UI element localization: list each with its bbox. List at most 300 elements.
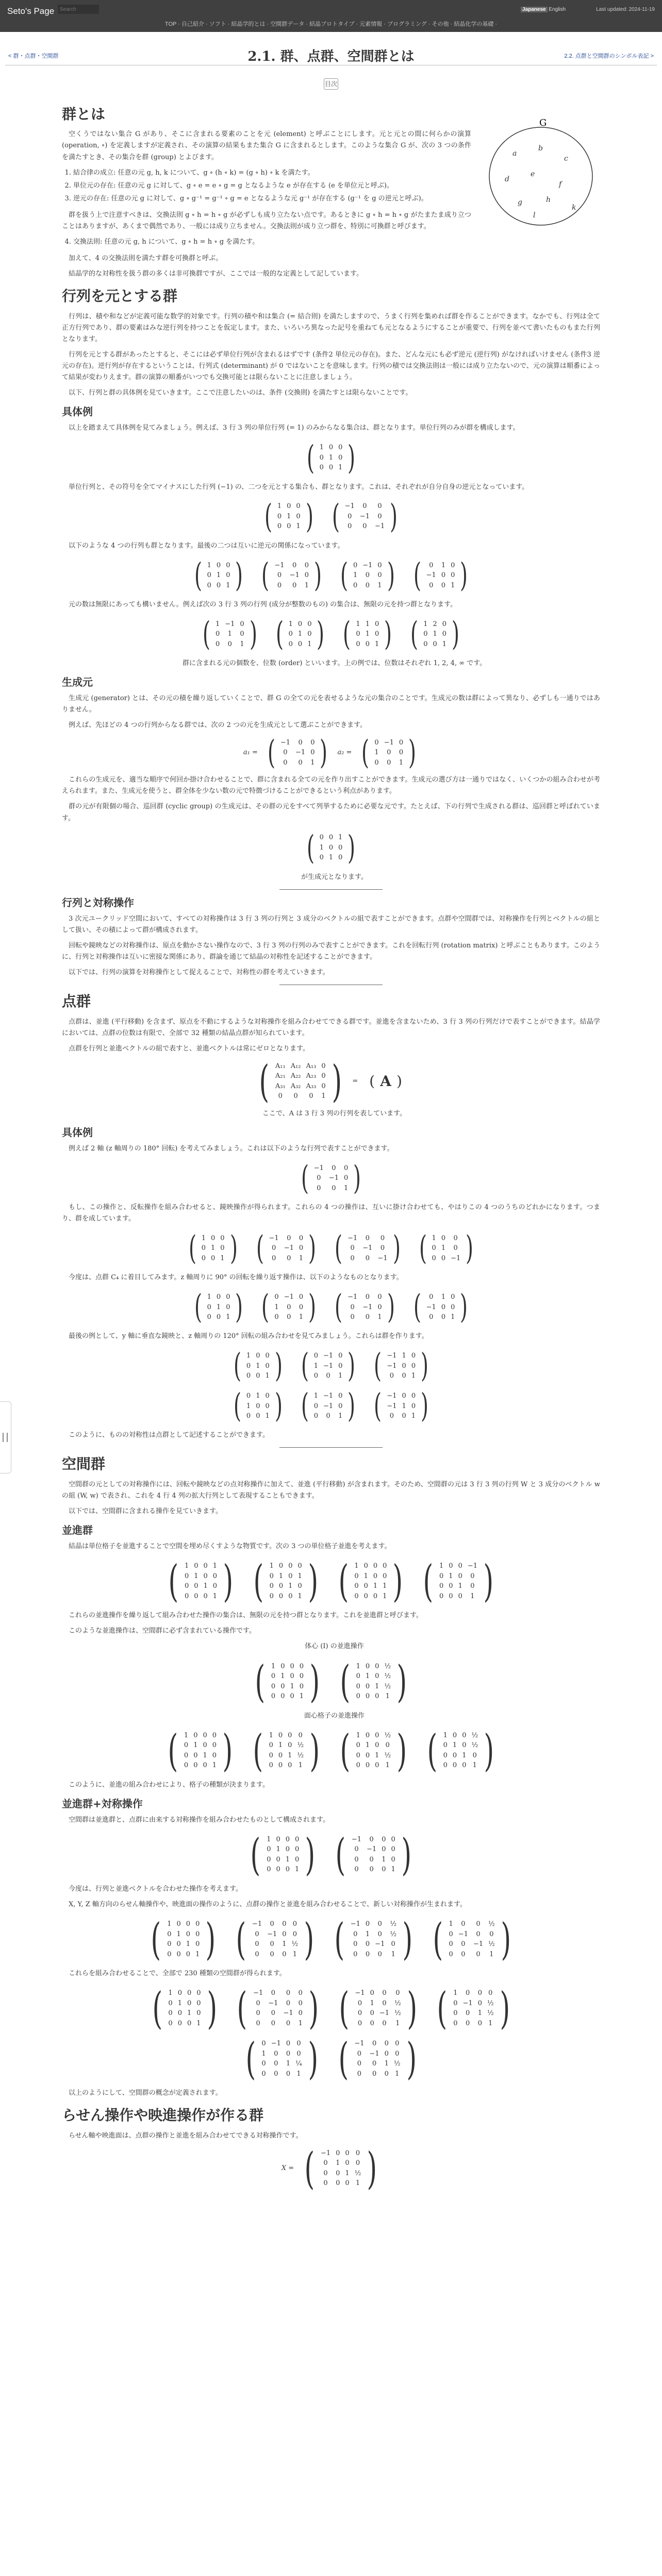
matrix-cell: 0	[338, 843, 343, 852]
matrix-cell: 0	[255, 1930, 259, 1938]
site-header	[0, 0, 662, 32]
matrix-cell: 0	[363, 1562, 368, 1570]
matrix-cell: 1	[307, 640, 312, 648]
matrix-cell: 0	[288, 1592, 293, 1600]
matrix-cell: 0	[338, 1392, 343, 1400]
matrix-cell: −1	[313, 1164, 324, 1172]
matrix-cell: 0	[443, 1761, 448, 1770]
matrix-cell: 0	[377, 512, 382, 520]
matrix-cell: 0	[285, 1845, 290, 1854]
matrix-cell: A₃₂	[290, 1082, 301, 1090]
matrix-cell: 0	[278, 1582, 284, 1590]
matrix-cell: 0	[184, 1572, 189, 1580]
matrix-cell: ½	[384, 1672, 391, 1681]
matrix-cell: 0	[292, 581, 297, 589]
matrix-cell: 0	[441, 1254, 446, 1262]
matrix-cell: 1	[373, 1582, 378, 1590]
matrix-cell: 0	[399, 738, 404, 747]
matrix-cell: 1	[353, 571, 358, 579]
matrix-cell: 0	[377, 1950, 382, 1958]
matrix-cell: 0	[449, 1562, 453, 1570]
breadcrumb[interactable]: < 群・点群・空間群	[8, 53, 59, 59]
matrix-bracket: (	[233, 1347, 241, 1385]
matrix-bracket: (	[264, 497, 272, 536]
site-title[interactable]: Seto's Page	[7, 6, 55, 16]
matrix-cell: ½	[471, 1731, 478, 1739]
matrix-cell: 0	[323, 2159, 328, 2167]
matrix-cell: 0	[350, 1244, 355, 1252]
matrix-cell: 0	[207, 1303, 211, 1311]
caption: 面心格子の並進操作	[304, 1711, 365, 1720]
matrix-cell: 0	[194, 1592, 198, 1600]
matrix	[259, 556, 324, 595]
matrix	[304, 828, 358, 867]
matrix-cell: 0	[212, 1731, 217, 1739]
matrix-cell: 0	[382, 1999, 387, 2007]
matrix-bracket: )	[452, 615, 460, 653]
matrix	[335, 1556, 407, 1607]
matrix-cell: 0	[298, 1989, 303, 1997]
matrix	[417, 1229, 476, 1268]
matrix-bracket: (	[151, 1914, 161, 1964]
matrix	[329, 497, 400, 536]
matrix-bracket: )	[407, 1983, 417, 2034]
paragraph: 回転や鏡映などの対称操作は、原点を動かさない操作なので、3 行 3 列の行列のみで表すことができます。これを回転行列 (rotation matrix) と呼ぶこともあります。このように、行列と対称操作は互いに密接な関係にあり、群論を通じて結晶の対称性を記述することができます。	[62, 941, 600, 961]
paragraph: このように、ものの対称性は点群として記述することができます。	[69, 1431, 269, 1439]
matrix-cell: 0	[271, 2009, 275, 2018]
matrix-bracket: (	[335, 1288, 343, 1327]
matrix-cell: −1	[387, 1362, 397, 1370]
matrix-cell: 0	[344, 1164, 349, 1172]
matrix-cell: 0	[287, 1234, 291, 1242]
matrix-cell: 0	[470, 1572, 475, 1580]
matrix-cell: ½	[384, 1751, 391, 1759]
matrix-cell: −1	[387, 1402, 397, 1410]
matrix-bracket: (	[437, 1983, 448, 2034]
matrix-cell: 0	[193, 1731, 198, 1739]
matrix	[250, 1725, 323, 1776]
matrix-bracket: )	[305, 1829, 316, 1880]
matrix-cell: 0	[399, 749, 404, 757]
matrix-bracket: )	[249, 615, 257, 653]
list-item: 2. 単位元の存在: 任意の元 g に対して、g ∘ e = e ∘ g = g となるような e が存在する (e を単位元と呼ぶ)。	[73, 180, 471, 192]
matrix	[254, 1229, 319, 1268]
top-nav[interactable]: TOP · 自己紹介 · ソフト · 結晶学的とは · 空間群データ · 結晶プロトタイプ · 元素情報 · プログラミング · その他 · 結晶化学の基礎 ·	[164, 21, 498, 27]
paragraph: 空間群は並進群と、点群に由来する対称操作を組み合わせたものとして構成されます。	[69, 1816, 329, 1824]
matrix-cell: 1	[374, 640, 379, 648]
matrix-cell: ½	[487, 2009, 494, 2018]
matrix-cell: 0	[269, 1741, 273, 1750]
matrix-cell: 0	[462, 1741, 467, 1750]
matrix-cell: 0	[201, 1244, 206, 1252]
section-heading: 具体例	[62, 405, 93, 418]
matrix	[299, 1347, 358, 1385]
matrix-cell: 0	[453, 1244, 458, 1252]
matrix-cell: 0	[283, 749, 288, 757]
matrix-row	[62, 2033, 600, 2084]
search-input[interactable]	[58, 5, 99, 14]
matrix-cell: 1	[439, 1562, 444, 1570]
matrix-cell: 1	[207, 1293, 211, 1301]
section-heading: 並進群	[62, 1524, 93, 1537]
matrix-bracket: (	[301, 1159, 309, 1198]
matrix-cell: 0	[168, 1999, 173, 2007]
matrix-cell: 0	[276, 1835, 280, 1843]
matrix	[332, 1229, 403, 1268]
matrix-bracket: (	[194, 556, 202, 595]
matrix-bracket: (	[304, 2143, 315, 2194]
matrix-cell: ½	[297, 1751, 304, 1759]
paragraph: 今度は、点群 C₄ に着目してみます。z 軸周りに 90° の回転を繰り返す操作は、以下のようなものとなります。	[69, 1274, 403, 1282]
matrix-cell: 0	[269, 1572, 274, 1580]
matrix-cell: 1	[203, 1751, 207, 1759]
matrix-cell: 1	[195, 1950, 200, 1958]
matrix-bracket: (	[237, 1983, 247, 2034]
matrix-cell: 0	[309, 1092, 313, 1100]
matrix-bracket: )	[235, 1288, 243, 1327]
matrix-cell: 0	[357, 2019, 362, 2027]
matrix-cell: A₁₃	[306, 1062, 317, 1070]
matrix-cell: 0	[453, 2009, 458, 2018]
matrix-cell: 0	[226, 561, 230, 569]
matrix-bracket: )	[235, 556, 243, 595]
language-switch[interactable]	[521, 5, 566, 14]
matrix	[338, 556, 398, 595]
matrix-cell: 0	[423, 640, 428, 648]
matrix	[411, 556, 471, 595]
matrix	[337, 1725, 410, 1776]
matrix-cell: 0	[226, 1303, 230, 1311]
matrix-cell: 0	[295, 1845, 300, 1854]
matrix-cell: 0	[295, 1855, 300, 1863]
matrix-cell: 0	[321, 1072, 326, 1080]
matrix-bracket: )	[347, 828, 356, 867]
matrix-cell: 0	[184, 1751, 189, 1759]
matrix-cell: −1	[344, 502, 355, 511]
section-heading: 並進群+対称操作	[62, 1797, 143, 1810]
language-current[interactable]: Japanese	[521, 7, 548, 12]
matrix-cell: 1	[277, 502, 282, 511]
toc-button[interactable]: 目次	[324, 78, 338, 90]
matrix	[262, 497, 316, 536]
matrix-cell: −1	[458, 1930, 468, 1938]
paragraph: 単位行列と、その符号を全てマイナスにした行列 (−1) の、二つを元とする集合も、群となります。これは、それぞれが自分自身の逆元となっています。	[69, 483, 529, 491]
matrix-cell: 0	[278, 1761, 283, 1770]
matrix-row	[62, 1725, 600, 1776]
matrix-cell: 0	[328, 834, 334, 842]
list-item: 3. 逆元の存在: 任意の元 g に対して、g ∘ g⁻¹ = g⁻¹ ∘ g = e となるような元 g⁻¹ が存在する (g⁻¹ を g の逆元と呼ぶ)。	[73, 193, 471, 205]
matrix-cell: 0	[313, 1352, 318, 1360]
matrix-cell: 0	[290, 1672, 294, 1681]
section-translation	[62, 1523, 600, 1791]
matrix-cell: 0	[353, 1930, 358, 1938]
matrix-cell: 0	[449, 1930, 453, 1938]
paragraph: 生成元 (generator) とは、その元の積を繰り返していくことで、群 G の全ての元を表せるような元の集合のことです。生成元の数は群によって異なり、必ずしも一通りではありません。	[62, 694, 600, 714]
matrix-cell: 1	[288, 1751, 292, 1759]
matrix-cell: 0	[287, 1313, 291, 1321]
matrix-cell: 1	[365, 630, 370, 638]
matrix-cell: 0	[246, 1362, 251, 1370]
matrix	[359, 734, 419, 772]
matrix-cell: 0	[265, 1352, 270, 1360]
matrix-cell: 1	[383, 1592, 387, 1600]
matrix-cell: ½	[390, 1930, 396, 1938]
matrix-cell: 0	[439, 1572, 444, 1580]
matrix-bracket: )	[207, 1983, 217, 2034]
matrix-cell: ½	[354, 2169, 361, 2177]
matrix	[336, 1983, 421, 2034]
matrix-cell: 0	[363, 1592, 368, 1600]
matrix-cell: 1	[269, 1731, 273, 1739]
matrix-cell: 1	[299, 1313, 304, 1321]
matrix-cell: 1	[201, 1234, 206, 1242]
matrix-row	[62, 1914, 600, 1964]
matrix-cell: 0	[443, 1751, 448, 1759]
matrix-bracket: (	[413, 556, 421, 595]
matrix-cell: 0	[384, 2070, 389, 2078]
matrix-cell: 0	[317, 1184, 321, 1192]
language-alt[interactable]: English	[549, 7, 566, 12]
matrix-cell: 0	[304, 561, 309, 569]
matrix	[231, 1387, 285, 1426]
last-updated: Last updated: 2024-11-19	[596, 7, 655, 12]
paragraph: 加えて、4 の交換法則を満たす群を可換群と呼ぶ。	[69, 255, 223, 263]
matrix-cell: 0	[203, 1741, 207, 1750]
matrix-cell: 1	[344, 1184, 349, 1192]
matrix-cell: 0	[395, 1989, 400, 1997]
matrix-bracket: )	[384, 615, 392, 653]
matrix-cell: 1	[383, 1582, 387, 1590]
matrix-cell: ½	[394, 2009, 401, 2018]
matrix-bracket: )	[320, 734, 328, 772]
matrix-cell: 1	[220, 1254, 225, 1262]
matrix-cell: 1	[269, 1562, 274, 1570]
matrix-cell: 0	[389, 1412, 394, 1420]
matrix-row	[62, 1556, 600, 1607]
side-drawer-handle[interactable]	[0, 1401, 11, 1473]
matrix-cell: 0	[271, 1244, 276, 1252]
matrix-cell: 1	[477, 2009, 482, 2018]
matrix-cell: 0	[429, 581, 434, 589]
matrix-cell: 1	[370, 1999, 374, 2007]
matrix-cell: 0	[380, 1234, 385, 1242]
matrix-bracket: (	[233, 1387, 241, 1426]
matrix-bracket: )	[308, 1983, 319, 2034]
matrix-cell: 0	[184, 1761, 189, 1770]
matrix-cell: 0	[203, 1731, 207, 1739]
matrix-cell: 0	[186, 1950, 191, 1958]
matrix-cell: 0	[357, 2060, 362, 2068]
matrix-cell: 1	[216, 571, 221, 579]
matrix-cell: 0	[374, 630, 379, 638]
matrix-cell: 1	[433, 630, 437, 638]
matrix-cell: 0	[439, 1592, 444, 1600]
matrix-cell: ½	[384, 1662, 391, 1670]
matrix-cell: 0	[298, 738, 303, 747]
matrix-cell: 0	[461, 1940, 466, 1948]
matrix-cell: 0	[347, 522, 352, 531]
matrix-cell: 0	[350, 1254, 355, 1262]
section-heading: 行列と対称操作	[62, 896, 134, 909]
matrix-cell: −1	[387, 1392, 397, 1400]
matrix	[256, 1056, 345, 1107]
matrix-cell: 0	[452, 1751, 457, 1759]
matrix-cell: 1	[240, 640, 244, 648]
matrix-bracket: (	[194, 1288, 202, 1327]
svg-text:a: a	[512, 149, 517, 158]
svg-text:d: d	[505, 175, 509, 183]
matrix-cell: 0	[313, 1412, 318, 1420]
matrix	[411, 1288, 471, 1327]
matrix-cell: −1	[328, 1174, 339, 1182]
matrix-bracket: )	[308, 2033, 318, 2084]
matrix-cell: 0	[465, 2019, 470, 2027]
matrix-cell: 0	[365, 1920, 370, 1928]
matrix-bracket: (	[202, 615, 210, 653]
matrix-cell: 1	[375, 1751, 379, 1759]
matrix-cell: 1	[321, 1092, 326, 1100]
matrix	[259, 1288, 319, 1327]
matrix-cell: 0	[453, 1999, 458, 2007]
matrix-bracket: )	[308, 1288, 317, 1327]
matrix-cell: 1	[216, 1303, 221, 1311]
matrix-cell: 0	[319, 453, 324, 462]
matrix-cell: 0	[277, 581, 282, 589]
matrix-cell: 0	[278, 1592, 284, 1600]
section-space-group	[62, 1455, 600, 1517]
matrix-bracket: )	[274, 1387, 283, 1426]
matrix	[234, 1983, 322, 2034]
matrix-cell: 1	[299, 1692, 304, 1701]
matrix-cell: 1	[297, 630, 303, 638]
matrix-cell: 0	[377, 1293, 382, 1301]
matrix-bracket: )	[317, 615, 325, 653]
paragraph: このように、並進の組み合わせにより、格子の種類が決まります。	[69, 1781, 269, 1789]
next-page-link[interactable]: 2.2. 点群と空間群のシンボル表記 >	[564, 53, 654, 59]
matrix-bracket: (	[340, 1725, 351, 1776]
matrix-cell: −1	[274, 561, 285, 569]
matrix-cell: 0	[433, 640, 437, 648]
matrix-cell: 1	[458, 1582, 462, 1590]
matrix-cell: −1	[323, 1362, 334, 1370]
matrix-cell: 0	[355, 2159, 360, 2167]
matrix-cell: 0	[216, 561, 221, 569]
svg-text:b: b	[538, 144, 543, 152]
divider	[279, 889, 383, 890]
matrix	[250, 1556, 322, 1607]
matrix-cell: −1	[369, 2049, 379, 2058]
matrix-cell: 0	[256, 1352, 260, 1360]
matrix-bracket: )	[500, 1983, 510, 2034]
paragraph: これらの生成元を、適当な順序で何回か掛け合わせることで、群に含まれる全ての元を作り出すことができます。生成元の選び方は一通りではなく、いくつかの組み合わせが考えられます。また、生成元を使うと、群全体を少ない数の元で特徴づけることができるという利点があります。	[62, 776, 600, 795]
matrix-cell: 0	[299, 1672, 304, 1681]
matrix-cell: 1	[423, 620, 428, 628]
matrix-cell: 1	[338, 834, 343, 842]
matrix-cell: −1	[284, 1244, 294, 1252]
matrix-cell: 1	[267, 1835, 271, 1843]
matrix-cell: 0	[452, 1761, 457, 1770]
matrix-cell: 1	[298, 1761, 303, 1770]
matrix-cell: 0	[449, 1592, 453, 1600]
matrix-cell: 0	[271, 1672, 276, 1681]
matrix-cell: −1	[355, 1989, 365, 1997]
matrix-cell: 0	[461, 1950, 466, 1958]
figure-label: G	[539, 117, 547, 128]
matrix-cell: 0	[274, 1313, 279, 1321]
matrix-cell: 0	[256, 1412, 260, 1420]
matrix-cell: 0	[276, 1855, 280, 1863]
matrix-cell: 0	[271, 1692, 276, 1701]
matrix-cell: 1	[212, 1592, 218, 1600]
matrix-cell: 0	[357, 2009, 362, 2018]
matrix-cell: 0	[336, 2169, 340, 2177]
list-item: 1. 結合律の成立: 任意の元 g, h, k について、g ∘ (h ∘ k) = (g ∘ h) ∘ k を満たす。	[73, 167, 471, 179]
matrix-cell: 0	[256, 1402, 260, 1410]
paragraph: 結晶は単位格子を並進することで空間を埋め尽くすような物質です。次の 3 つの単位格子並進を考えます。	[69, 1543, 391, 1551]
matrix-cell: 0	[344, 1174, 349, 1182]
matrix-cell: 0	[298, 2009, 303, 2018]
matrix-row	[62, 1229, 600, 1268]
matrix-cell: 0	[439, 1582, 444, 1590]
matrix-cell: 0	[377, 561, 382, 569]
matrix-cell: 0	[365, 1662, 370, 1670]
matrix-bracket: (	[410, 615, 419, 653]
matrix-cell: 0	[462, 1731, 467, 1739]
matrix-cell: 1	[227, 630, 232, 638]
matrix-cell: 1	[297, 1592, 302, 1600]
matrix-cell: 1	[356, 1662, 360, 1670]
matrix-cell: 0	[287, 1254, 291, 1262]
matrix	[331, 1914, 416, 1964]
matrix-cell: 1	[184, 1562, 189, 1570]
matrix-cell: 0	[345, 2179, 350, 2188]
matrix-cell: 0	[317, 1174, 321, 1182]
matrix-cell: 0	[196, 1989, 201, 1997]
matrix-cell: 0	[372, 2040, 377, 2048]
section-heading: 空間群	[62, 1455, 106, 1473]
matrix-cell: 0	[298, 1731, 303, 1739]
svg-text:l: l	[533, 211, 536, 219]
matrix-cell: 0	[299, 1303, 304, 1311]
matrix-cell: 0	[216, 1293, 221, 1301]
matrix-cell: 0	[287, 502, 291, 511]
matrix-cell: 0	[326, 1412, 330, 1420]
matrix-cell: −1	[379, 2009, 390, 2018]
matrix-cell: 0	[353, 1940, 358, 1948]
caption: 体心 (I) の並進操作	[305, 1642, 364, 1651]
matrix-cell: 1	[377, 581, 382, 589]
matrix-cell: 0	[220, 1234, 225, 1242]
matrix-cell: 0	[391, 1835, 395, 1843]
matrix-cell: 0	[370, 1989, 374, 1997]
matrix-cell: 1	[211, 1244, 216, 1252]
matrix-cell: 0	[373, 1592, 378, 1600]
matrix-bracket: (	[423, 1556, 434, 1607]
matrix-cell: 0	[177, 2019, 182, 2027]
matrix-cell: 0	[354, 1592, 359, 1600]
matrix-bracket: )	[484, 1725, 494, 1776]
svg-text:e: e	[531, 170, 535, 178]
matrix-cell: 1	[338, 1372, 343, 1380]
matrix-cell: 0	[458, 1562, 462, 1570]
matrix-cell: 0	[429, 561, 434, 569]
matrix-cell: 0	[240, 630, 244, 638]
matrix-bracket: )	[387, 1288, 395, 1327]
matrix-cell: 0	[187, 1989, 192, 1997]
matrix-cell: 0	[246, 1412, 251, 1420]
matrix-cell: 0	[211, 1254, 216, 1262]
matrix-cell: 1	[304, 581, 309, 589]
